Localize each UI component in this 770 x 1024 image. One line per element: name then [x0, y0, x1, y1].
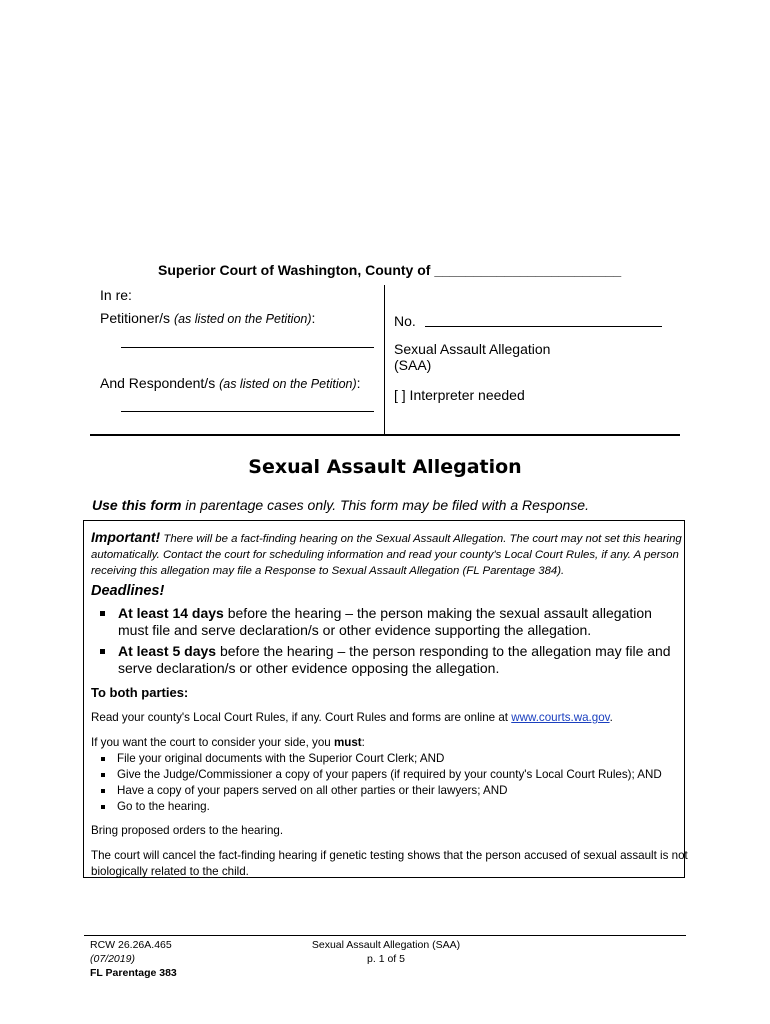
- must-intro: [91, 735, 365, 751]
- caption-divider: [384, 285, 385, 435]
- footer-date: (07/2019): [90, 953, 135, 965]
- list-item-text: Give the Judge/Commissioner a copy of your papers (if required by your county's Local Court Rules); AND: [117, 768, 662, 781]
- respondent-note: (as listed on the Petition): [219, 377, 357, 391]
- use-instructions-bold: Use this form: [92, 497, 182, 513]
- courts-website-link[interactable]: www.courts.wa.gov: [511, 711, 610, 724]
- respondent-name-line[interactable]: [121, 411, 374, 412]
- bullet-icon: [101, 757, 105, 761]
- footer-rule: [84, 935, 686, 936]
- deadline-text-cont: must file and serve declaration/s or other evidence supporting the allegation.: [118, 622, 592, 638]
- footer-title: Sexual Assault Allegation (SAA): [311, 939, 461, 951]
- petitioner-name-line[interactable]: [121, 347, 374, 348]
- case-number-line[interactable]: [425, 326, 662, 327]
- deadline-item: [118, 605, 652, 639]
- petitioner-colon: :: [311, 310, 316, 326]
- petitioner-label-line: [100, 310, 315, 326]
- deadline-text-cont: serve declaration/s or other evidence opposing the allegation.: [118, 660, 500, 676]
- list-item-text: Go to the hearing.: [117, 800, 210, 813]
- footer-rcw: RCW 26.26A.465: [90, 939, 172, 951]
- footer-center: [286, 938, 486, 966]
- case-number-label: No.: [394, 313, 416, 329]
- bullet-icon: [101, 789, 105, 793]
- deadline-bold: At least 14 days: [118, 605, 224, 621]
- local-rules-text: [91, 710, 613, 726]
- important-text: There will be a fact-finding hearing on the Sexual Assault Allegation. The court may not set this hearing automatically. Contact the court for scheduling information and read your county's Local Court Rules, if any. A person receiving this allegation may file a Response to Sexual Assault Allegation (FL Parentage 384).: [91, 533, 682, 577]
- form-title: Sexual Assault Allegation: [248, 456, 522, 478]
- footer-left: [90, 938, 177, 980]
- cancel-hearing-text: [91, 848, 688, 880]
- petitioner-label: Petitioner/s: [100, 310, 171, 326]
- deadline-text: before the hearing – the person responding to the allegation may file and: [216, 643, 671, 659]
- deadline-bold: At least 5 days: [118, 643, 217, 659]
- deadline-item: [118, 643, 671, 677]
- footer-form-id: FL Parentage 383: [90, 967, 177, 979]
- use-instructions: [92, 497, 589, 513]
- local-rules-sentence: Read your county's Local Court Rules, if any. Court Rules and forms are online at: [91, 711, 512, 724]
- deadlines-heading: Deadlines!: [91, 583, 165, 599]
- must-list: [101, 751, 662, 815]
- bullet-icon: [101, 805, 105, 809]
- bullet-icon: [100, 611, 105, 616]
- interpreter-checkbox[interactable]: [ ] Interpreter needed: [394, 387, 525, 403]
- cancel-line2: biologically related to the child.: [91, 865, 249, 878]
- respondent-colon: :: [356, 375, 361, 391]
- use-instructions-rest: in parentage cases only. This form may be filed with a Response.: [181, 497, 589, 513]
- important-notice: [91, 529, 683, 579]
- doc-title-line2: (SAA): [394, 357, 432, 373]
- must-intro-text: If you want the court to consider your side, you: [91, 736, 334, 749]
- list-item-text: Have a copy of your papers served on all other parties or their lawyers; AND: [117, 784, 508, 797]
- both-parties-heading: To both parties:: [91, 685, 189, 700]
- important-label: Important!: [91, 529, 161, 545]
- bullet-icon: [100, 649, 105, 654]
- deadline-text: before the hearing – the person making the sexual assault allegation: [223, 605, 652, 621]
- list-item-text: File your original documents with the Superior Court Clerk; AND: [117, 752, 445, 765]
- court-title: Superior Court of Washington, County of ________________________: [158, 262, 622, 278]
- list-item: [101, 783, 662, 799]
- in-re-label: In re:: [100, 287, 132, 303]
- list-item: [101, 751, 662, 767]
- footer-page: p. 1 of 5: [367, 953, 405, 965]
- must-colon: :: [361, 736, 365, 749]
- petitioner-note: (as listed on the Petition): [173, 312, 312, 326]
- bring-orders-text: Bring proposed orders to the hearing.: [91, 824, 284, 837]
- must-bold: must: [333, 736, 362, 749]
- respondent-label-line: [100, 375, 361, 391]
- cancel-line1: The court will cancel the fact-finding hearing if genetic testing shows that the person accused of sexual assault is not: [91, 849, 688, 862]
- bullet-icon: [101, 773, 105, 777]
- caption-bottom-rule: [90, 434, 680, 436]
- list-item: [101, 799, 662, 815]
- list-item: [101, 767, 662, 783]
- respondent-label: And Respondent/s: [100, 375, 216, 391]
- local-rules-period: .: [609, 711, 613, 724]
- doc-title-line1: Sexual Assault Allegation: [394, 341, 551, 357]
